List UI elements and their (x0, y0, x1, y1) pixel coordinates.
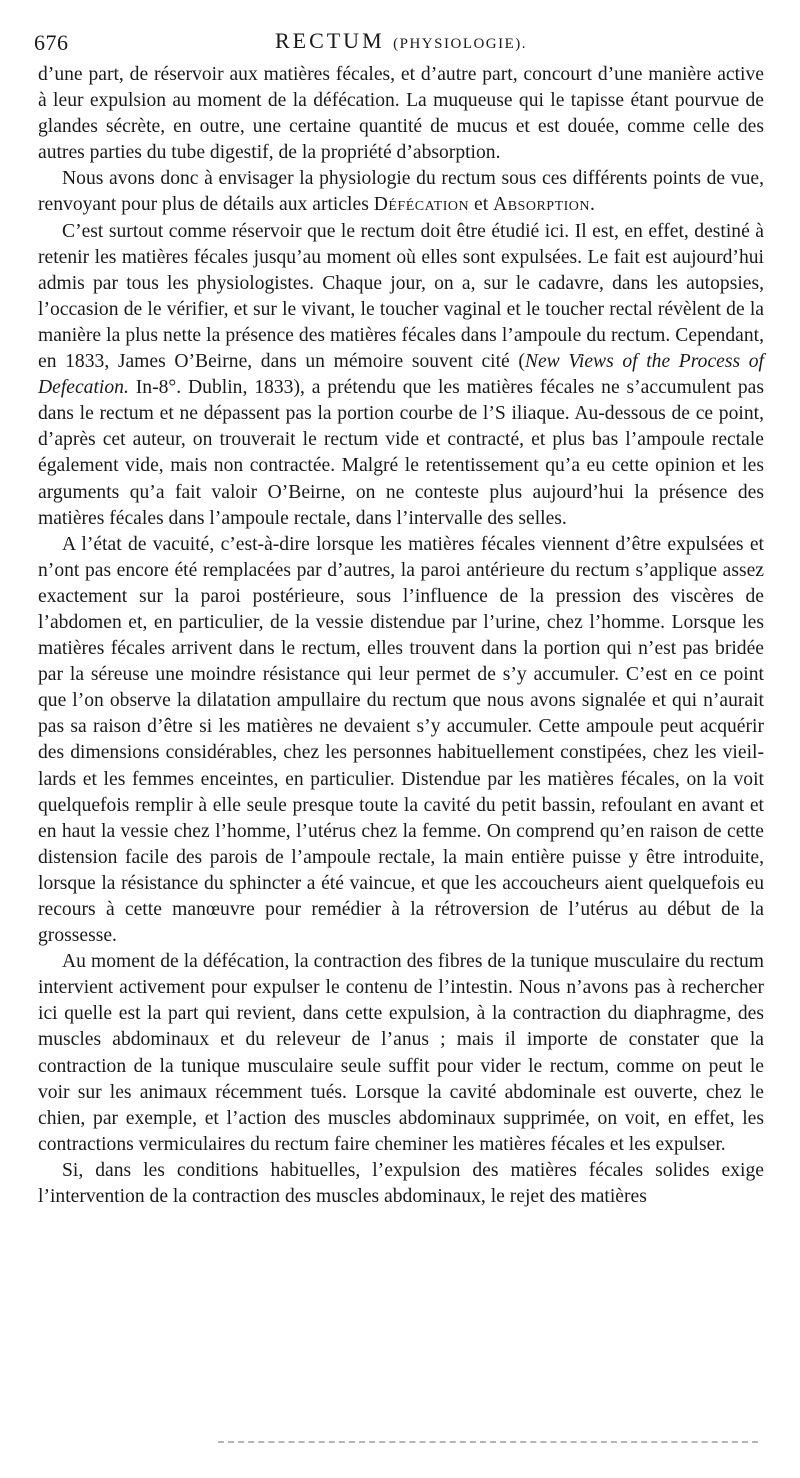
reference-absorption: Absorption (493, 194, 591, 216)
page-bottom-rule (218, 1441, 758, 1443)
page-number: 676 (34, 30, 69, 55)
document-page (34, 26, 764, 1210)
conjunction: et (474, 194, 489, 216)
paragraph-2-text: Nous avons donc à envisager la physiologie du rectum sous ces différents points de vue, renvoyant pour plus de détails aux articles (38, 168, 764, 216)
paragraph-6: Si, dans les conditions habituelles, l’expulsion des matières fécales solides exige l’intervention de la contraction des muscles abdominaux, le rejet des matières (38, 1159, 764, 1208)
paragraph-3-text-b: In-8°. Dublin, 1833), a prétendu que les matières fécales ne s’accumulent pas dans le rectum et ne dépassent pas la portion courbe de l’S iliaque. Au-dessous de ce point, d’après cet auteur, on trouverait le rectum vide et contracté, et plus bas l’ampoule rectale également vide, mais non contractée. Malgré le retentissement qu’a eu cette opinion et les arguments qu’a fait valoir O’Beirne, on ne conteste plus aujourd’hui la présence des matières fécales dans l’ampoule rectale, dans l’intervalle des selles. (38, 377, 764, 529)
paragraph-3-text-a: C’est surtout comme réservoir que le rectum doit être étudié ici. Il est, en effet, destiné à retenir les matières fécales jusqu’au moment où elles sont expulsées. Le fait est aujourd’hui admis par tous les physiologistes. Chaque jour, on a, sur le cadavre, dans les autopsies, l’occasion de le vérifier, et sur le vivant, le toucher vaginal et le toucher rectal révèlent de la manière la plus nette la présence des matières fécales dans l’ampoule du rectum. Cependant, en 1833, James O’Beirne, dans un mémoire souvent cité ( (38, 220, 764, 373)
paragraph-2 (38, 166, 764, 218)
paragraph-4: A l’état de vacuité, c’est-à-dire lorsque les matières fécales viennent d’être expulsées et n’ont pas encore été remplacées par d’autres, la paroi antérieure du rectum s’applique assez exactement sur la paroi postérieure, sous l’influence de la pression des viscères de l’abdomen et, en particulier, de la vessie distendue par l’urine, chez l’homme. Lorsque les matières fécales arrivent dans le rectum, elles trouvent dans la portion qui n’est pas bridée par la séreuse une moindre résistance qui leur permet de s’y accumuler. C’est en ce point que l’on observe la dilatation ampullaire du rectum que nous avons signalée et qui n’aurait pas sa raison d’être si les matières ne devaient s’y accumuler. Cette ampoule peut acquérir des dimensions considérables, chez les personnes habituellement constipées, chez les vieillards et les femmes enceintes, en particulier. Distendue par les matières fécales, on la voit quelquefois remplir à elle seule presque toute la cavité du petit bassin, refoulant en avant et en haut la vessie chez l’homme, l’utérus chez la femme. On comprend qu’en raison de cette distension facile des parois de l’ampoule rectale, la main entière puisse y être introduite, lorsque la résistance du sphincter a été vaincue, et que les accoucheurs aient quelquefois eu recours à cette manœuvre pour remédier à la rétroversion de l’utérus au début de la grossesse. (38, 533, 764, 947)
paragraph-1: d’une part, de réservoir aux matières fécales, et d’autre part, concourt d’une manière active à leur expulsion au moment de la défécation. La muqueuse qui le tapisse étant pourvue de glandes sécrète, en outre, une certaine quantité de mucus et est douée, comme celle des autres parties du tube digestif, de la propriété d’absorption. (38, 64, 764, 164)
running-head (38, 28, 764, 54)
page-header (34, 26, 764, 62)
running-title: RECTUM (274, 28, 385, 53)
citation-title: New Views of the Process of Defecation. (38, 351, 764, 399)
body-text (38, 62, 764, 1210)
reference-defecation: Défécation (373, 194, 470, 216)
paragraph-2-end: . (590, 194, 595, 216)
paragraph-3 (38, 219, 764, 532)
running-subtitle: (PHYSIOLOGIE). (393, 36, 528, 52)
paragraph-5: Au moment de la défécation, la contraction des fibres de la tunique musculaire du rectum intervient activement pour expulser le contenu de l’intestin. Nous n’avons pas à rechercher ici quelle est la part qui revient, dans cette expulsion, à la contraction du diaphragme, des muscles abdominaux et du releveur de l’anus ; mais il importe de constater que la contraction de la tunique musculaire seule suffit pour vider le rectum, comme on peut le voir sur les animaux récemment tués. Lorsque la cavité abdominale est ouverte, chez le chien, par exemple, et l’action des muscles abdominaux supprimée, on voit, en effet, les contractions vermiculaires du rectum faire cheminer les matières fécales et les expulser. (38, 951, 764, 1155)
